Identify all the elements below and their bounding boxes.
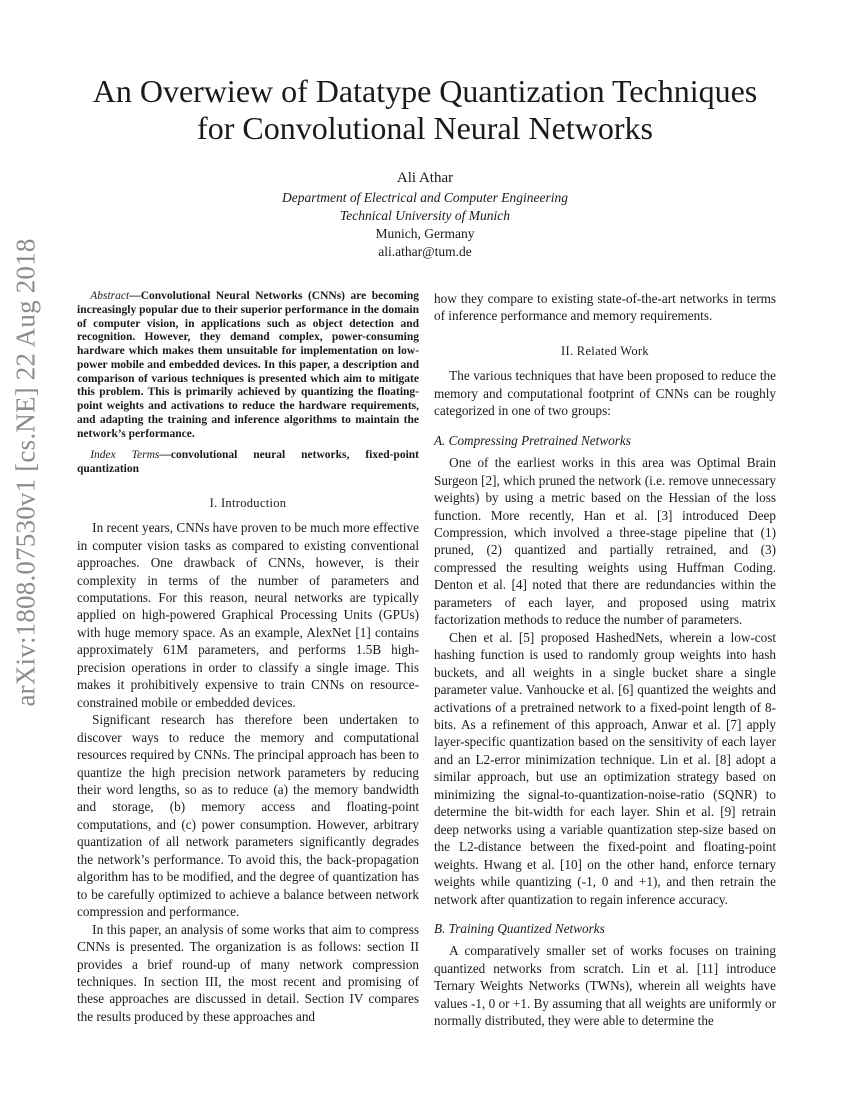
author-name: Ali Athar (396, 170, 454, 186)
author-email: ali.athar@tum.de (378, 244, 472, 259)
paragraph: In this paper, an analysis of some works that aim to compress CNNs is presented. The organization is as follows: section II provides a brief round-up of many network compression techniques. In section III, the most recent and promising of these approaches are discussed in detail. Section IV compares the results produced by these approaches and (77, 921, 419, 1024)
paragraph: Significant research has therefore been undertaken to discover ways to reduce the memory and computational resources required by CNNs. The principal approach has been to quantize the high precision network parameters by reducing their word lengths, so as to reduce (a) the memory bandwidth and storage, (b) memory access and floating-point computations, and (c) power consumption. However, arbitrary quantization of all network parameters significantly degrades the network’s performance. To avoid this, the back-propagation algorithm has to be modified, and the degree of quantization has to be carefully optimized to achieve a balance between network compression and performance. (77, 712, 419, 920)
abstract-lead: Abstract (90, 290, 130, 302)
subsection-heading-compressing: A. Compressing Pretrained Networks (434, 432, 631, 448)
subsection-heading-training: B. Training Quantized Networks (434, 920, 605, 936)
paper-title (40, 73, 810, 147)
paragraph: The various techniques that have been proposed to reduce the memory and computational footprint of CNNs can be roughly categorized in one of two groups: (434, 368, 776, 419)
paragraph: One of the earliest works in this area was Optimal Brain Surgeon [2], which pruned the network (i.e. remove unnecessary weights) by using a metric based on the Hessian of the loss function. More recently, Han et al. [3] introduced Deep Compression, which involved a three-stage pipeline that (1) pruned, (2) quantized and partially retrained, and (3) compressed the resulting weights using Huffman Coding. Denton et al. [4] noted that there are redundancies within the parameters of each layer, and proposed using matrix factorization methods to reduce the number of parameters. (434, 455, 776, 628)
abstract (77, 290, 419, 441)
paragraph: Chen et al. [5] proposed HashedNets, wherein a low-cost hashing function is used to randomly group weights into hash buckets, and all weights in a single bucket share a single parameter value. Vanhoucke et al. [6] quantized the weights and activations of a pretrained network to a fixed-point length of 8-bits. As a refinement of this approach, Anwar et al. [7] apply layer-specific quantization based on the sensitivity of each layer and an L2-error minimization technique. Lin et al. [8] adopt a similar approach, but use an optimization strategy based on minimizing the signal-to-quantization-noise-ratio (SQNR) to determine the bit-width for each layer. Shin et al. [9] retrain deep networks using a variable quantization step-size based on the L2-distance between the fixed-point and floating-point weights. Hwang et al. [10] on the other hand, enforce ternary weights while quantizing (-1, 0 and +1), and then retrain the network after quantization to regain inference accuracy. (434, 629, 776, 907)
index-terms-lead: Index Terms (90, 449, 160, 462)
affiliation-university: Technical University of Munich (339, 208, 511, 223)
abstract-text: —Convolutional Neural Networks (CNNs) are becoming increasingly popular due to their superior performance in the domain of computer vision, in applications such as object detection and recognition. However, they demand complex, power-consuming hardware which makes them unsuitable for implementation on low-power mobile and embedded devices. In this paper, a description and comparison of various techniques is presented which aim to mitigate this problem. This is primarily achieved by quantizing the floating-point weights and activations to reduce the hardware requirements, and adapting the training and inference algorithms to maintain the network’s performance. (77, 290, 419, 440)
arxiv-identifier-text: arXiv:1808.07530v1 [cs.NE] 22 Aug 2018 (10, 237, 41, 707)
title-line-1: An Overwiew of Datatype Quantization Techniques (92, 73, 758, 109)
section-heading-related-work: II. Related Work (561, 343, 649, 358)
affiliation-department: Department of Electrical and Computer Engineering (281, 190, 569, 205)
left-column (77, 290, 419, 1025)
author-block (150, 168, 700, 261)
paragraph-continued: how they compare to existing state-of-the-art networks in terms of inference performance and memory requirements. (434, 291, 776, 324)
paragraph: In recent years, CNNs have proven to be much more effective in computer vision tasks as compared to existing conventional approaches. One drawback of CNNs, however, is their complexity in terms of the number of parameters and computations. For this reason, neural networks are typically applied on high-powered Graphical Processing Units (GPUs) with huge memory space. As an example, AlexNet [1] contains approximately 61M parameters, and performs 1.5B high-precision operations in order to classify a single image. This makes it prohibitively expensive to train CNNs on resource-constrained mobile or embedded devices. (77, 520, 419, 710)
title-line-2: for Convolutional Neural Networks (197, 110, 653, 146)
index-terms (77, 449, 419, 477)
paragraph: A comparatively smaller set of works focuses on training quantized networks from scratch. Lin et al. [11] introduce Ternary Weights Networks (TWNs), wherein all weights have values -1, 0 or +1. By assuming that all weights are uniformly or normally distributed, they were able to determine the (434, 943, 776, 1029)
section-heading-introduction: I. Introduction (209, 495, 287, 510)
index-terms-text: —convolutional neural networks, fixed-point quantization (77, 449, 419, 475)
author-location: Munich, Germany (375, 226, 475, 241)
arxiv-identifier-stamp (2, 237, 50, 707)
right-column (434, 290, 776, 1030)
